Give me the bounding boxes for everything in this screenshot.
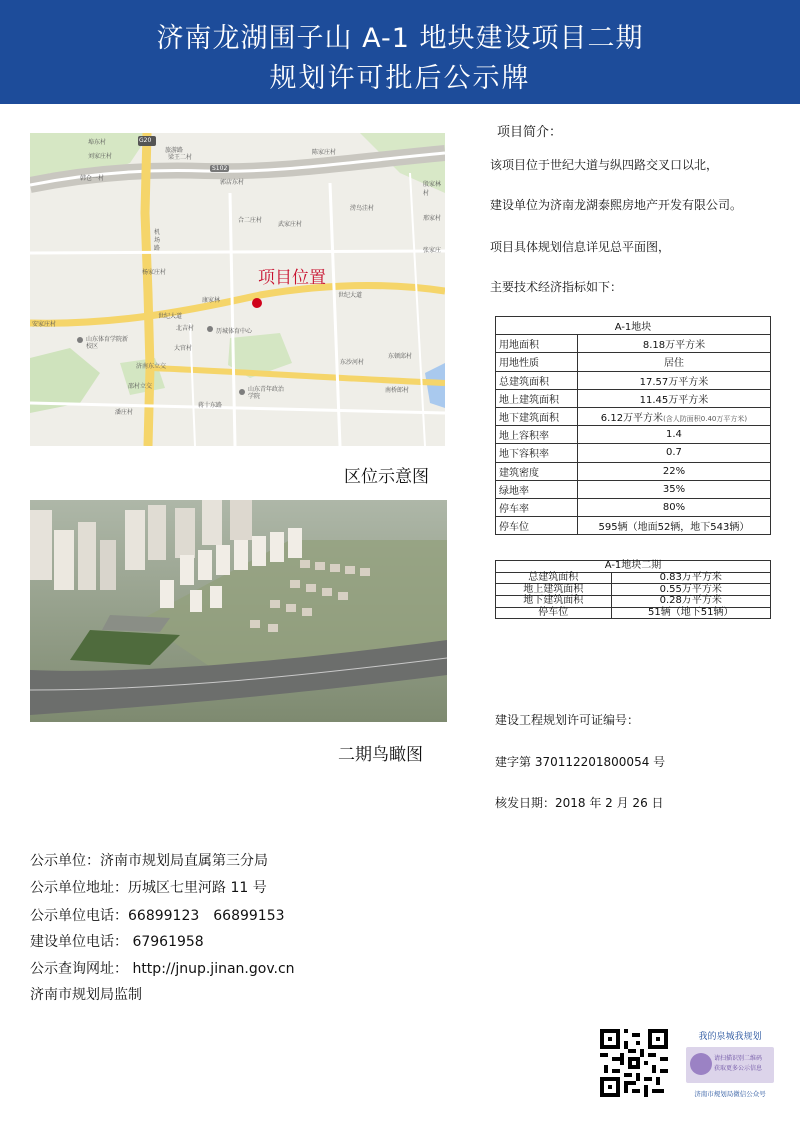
intro-paragraph: 主要技术经济指标如下： <box>490 280 623 294</box>
scan-text-line: 请扫描识别二维码 <box>714 1055 763 1062</box>
row-label: 用地性质 <box>496 353 578 371</box>
row-value: 11.45万平方米 <box>577 389 770 407</box>
table-row <box>496 353 771 371</box>
row-value-main: 6.12万平方米 <box>600 413 664 425</box>
project-location-marker <box>252 298 262 308</box>
map-label: 东顿邱村 <box>388 353 413 360</box>
map-label: 东沙河村 <box>340 359 365 366</box>
table-row <box>496 444 771 462</box>
map-label: 世纪大道 <box>338 292 363 299</box>
map-label: 张家庄 <box>423 247 442 254</box>
row-value-note: (含人防面积0.40万平方米) <box>663 415 748 424</box>
row-label: 总建筑面积 <box>496 371 578 389</box>
spec-table2-title: A-1地块二期 <box>496 561 771 573</box>
map-label: 潘庄村 <box>115 409 134 416</box>
table-row <box>496 335 771 353</box>
map-label: 涝鸟洼村 <box>350 205 375 212</box>
map-label: 世纪大道 <box>158 313 183 320</box>
permit-date: 核发日期：2018 年 2 月 26 日 <box>495 796 664 810</box>
map-label: 郭店东村 <box>220 179 245 186</box>
table-row <box>496 572 771 584</box>
public-address: 公示单位地址：历城区七里河路 11 号 <box>30 880 267 896</box>
row-value: 80% <box>577 498 770 516</box>
intro-paragraph: 该项目位于世纪大道与纵四路交叉口以北， <box>490 158 719 172</box>
map-label: 韩仓一村 <box>80 175 105 182</box>
map-label: 北吉村 <box>176 325 195 332</box>
spec-table <box>495 316 771 535</box>
spec-table-phase2 <box>495 560 771 619</box>
map-caption: 区位示意图 <box>344 467 429 487</box>
row-value: 0.7 <box>577 444 770 462</box>
permit-label: 建设工程规划许可证编号： <box>495 713 640 727</box>
scan-prompt-box <box>686 1047 774 1083</box>
table-row <box>496 596 771 608</box>
map-label: 邢家村 <box>423 215 442 222</box>
map-label: 武家庄村 <box>278 221 303 228</box>
public-phone: 公示单位电话：66899123 66899153 <box>30 908 285 924</box>
row-value: 0.28万平方米 <box>611 596 770 608</box>
map-label: 殷家林村 <box>423 181 442 197</box>
map-label: 南桥郎村 <box>385 387 410 394</box>
location-map <box>30 133 445 446</box>
map-label: 山东体育学院新校区 <box>86 336 129 350</box>
map-label: 历城体育中心 <box>216 328 253 335</box>
scan-text-line: 获取更多公示信息 <box>714 1065 763 1072</box>
public-unit: 公示单位：济南市规划局直属第三分局 <box>30 853 268 869</box>
row-label: 地上容积率 <box>496 426 578 444</box>
road-badge-g20: G20 <box>139 137 152 144</box>
spec-table-title: A-1地块 <box>496 317 771 335</box>
table-row <box>496 607 771 619</box>
table-row <box>496 407 771 425</box>
row-label: 总建筑面积 <box>496 572 612 584</box>
row-label: 地上建筑面积 <box>496 584 612 596</box>
map-label: 合二庄村 <box>238 217 263 224</box>
row-label: 地上建筑面积 <box>496 389 578 407</box>
aerial-caption: 二期鸟瞰图 <box>338 745 423 765</box>
row-value <box>577 407 770 425</box>
intro-paragraph: 项目具体规划信息详见总平面图， <box>490 240 671 254</box>
intro-paragraph: 建设单位为济南龙湖泰熙房地产开发有限公司。 <box>490 198 743 212</box>
road-badge-s102: S102 <box>212 165 228 172</box>
map-label: 机场路 <box>154 229 161 252</box>
qr-code-graphic <box>600 1029 668 1097</box>
intro-title: 项目简介： <box>497 125 563 140</box>
row-label: 停车位 <box>496 607 612 619</box>
map-label: 邵村立交 <box>128 383 153 390</box>
row-value: 0.83万平方米 <box>611 572 770 584</box>
table-row <box>496 584 771 596</box>
scan-icon <box>690 1053 712 1075</box>
row-value: 1.4 <box>577 426 770 444</box>
map-label: 埠东村 <box>88 139 107 146</box>
row-label: 地下建筑面积 <box>496 407 578 425</box>
page-title-line2: 规划许可批后公示牌 <box>269 63 531 94</box>
map-label: 安家庄村 <box>32 321 57 328</box>
row-value: 595辆（地面52辆，地下543辆） <box>577 517 770 535</box>
table-row <box>496 426 771 444</box>
wechat-account-name: 济南市规划局微信公众号 <box>694 1090 766 1098</box>
map-label: 杨家庄村 <box>142 269 167 276</box>
row-value: 51辆（地下51辆） <box>611 607 770 619</box>
map-label: 陈家庄村 <box>312 149 337 156</box>
table-row <box>496 517 771 535</box>
row-label: 停车位 <box>496 517 578 535</box>
brand-slogan: 我的泉城我规划 <box>698 1032 762 1042</box>
public-website[interactable]: 公示查询网址： http://jnup.jinan.gov.cn <box>30 961 295 977</box>
row-value: 17.57万平方米 <box>577 371 770 389</box>
aerial-rendering <box>30 500 447 722</box>
page-title-line1: 济南龙湖围子山 A-1 地块建设项目二期 <box>156 23 644 54</box>
row-value: 8.18万平方米 <box>577 335 770 353</box>
project-location-label: 项目位置 <box>258 268 326 288</box>
row-value: 35% <box>577 480 770 498</box>
table-row <box>496 389 771 407</box>
qr-code-icon[interactable] <box>600 1029 668 1097</box>
table-row <box>496 462 771 480</box>
map-label: 大官村 <box>174 345 193 352</box>
map-label: 蒋十东路 <box>198 402 223 409</box>
row-label: 停车率 <box>496 498 578 516</box>
table-row <box>496 480 771 498</box>
map-label: 济南东立交 <box>136 363 167 370</box>
row-value: 0.55万平方米 <box>611 584 770 596</box>
builder-phone: 建设单位电话： 67961958 <box>30 934 204 950</box>
row-value: 22% <box>577 462 770 480</box>
map-label: 山东青年政治学院 <box>248 386 285 400</box>
row-label: 地下建筑面积 <box>496 596 612 608</box>
header-banner <box>0 0 800 104</box>
map-label: 刘家庄村 <box>88 153 113 160</box>
table-row <box>496 498 771 516</box>
scan-prompt-text <box>714 1054 762 1074</box>
map-label: 旅游路 <box>165 147 184 154</box>
row-label: 绿地率 <box>496 480 578 498</box>
supervisor-text: 济南市规划局监制 <box>30 987 142 1003</box>
table-row <box>496 371 771 389</box>
permit-number: 建字第 370112201800054 号 <box>495 755 666 769</box>
map-label: 梁王二村 <box>168 154 193 161</box>
map-label: 康家林 <box>202 297 221 304</box>
row-label: 建筑密度 <box>496 462 578 480</box>
row-label: 地下容积率 <box>496 444 578 462</box>
wechat-brand-block <box>685 1029 775 1101</box>
row-label: 用地面积 <box>496 335 578 353</box>
aerial-graphic <box>30 500 447 722</box>
row-value: 居住 <box>577 353 770 371</box>
